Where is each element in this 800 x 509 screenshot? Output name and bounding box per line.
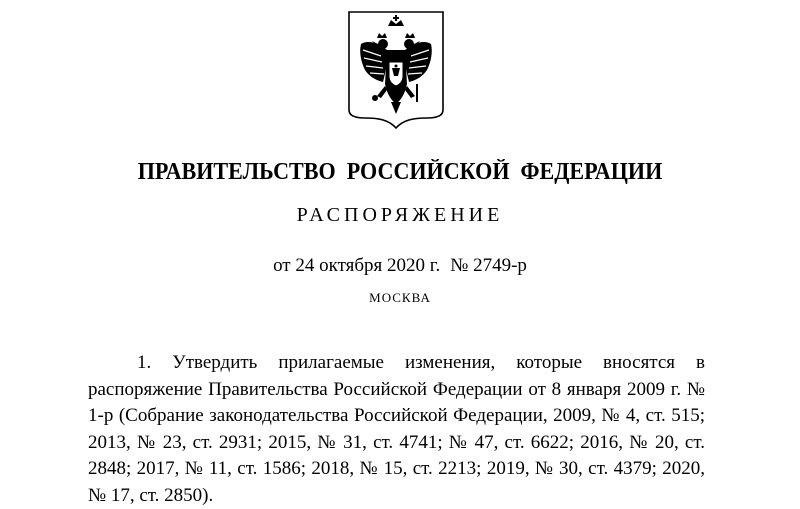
issuing-authority-title: ПРАВИТЕЛЬСТВО РОССИЙСКОЙ ФЕДЕРАЦИИ xyxy=(137,159,663,185)
document-city: МОСКВА xyxy=(369,290,431,305)
russian-coat-of-arms-icon xyxy=(347,10,445,130)
paragraph-1: 1. Утвердить прилагаемые изменения, которые вносятся в распоряжение Правительства Российской Федерации от 8 января 2009 г. № 1-р (Собрание законодательства Российской Федерации, 2009, № 4, ст. 515; 2013, № 23, ст. 2931; 2015, № 31, ст. 4741; № 47, ст. 6622; 2016, № 20, ст. 2848; 2017, № 11, ст. 1586; 2018, № 15, ст. 2213; 2019, № 30, ст. 4379; 2020, № 17, ст. 2850). xyxy=(88,352,705,506)
document-date: от 24 октября 2020 г. xyxy=(273,255,441,276)
document-type: РАСПОРЯЖЕНИЕ xyxy=(296,204,504,226)
document-body xyxy=(88,350,705,509)
document-date-line xyxy=(0,255,800,277)
coat-of-arms-emblem xyxy=(347,10,445,130)
document-number: № 2749-р xyxy=(450,255,527,276)
